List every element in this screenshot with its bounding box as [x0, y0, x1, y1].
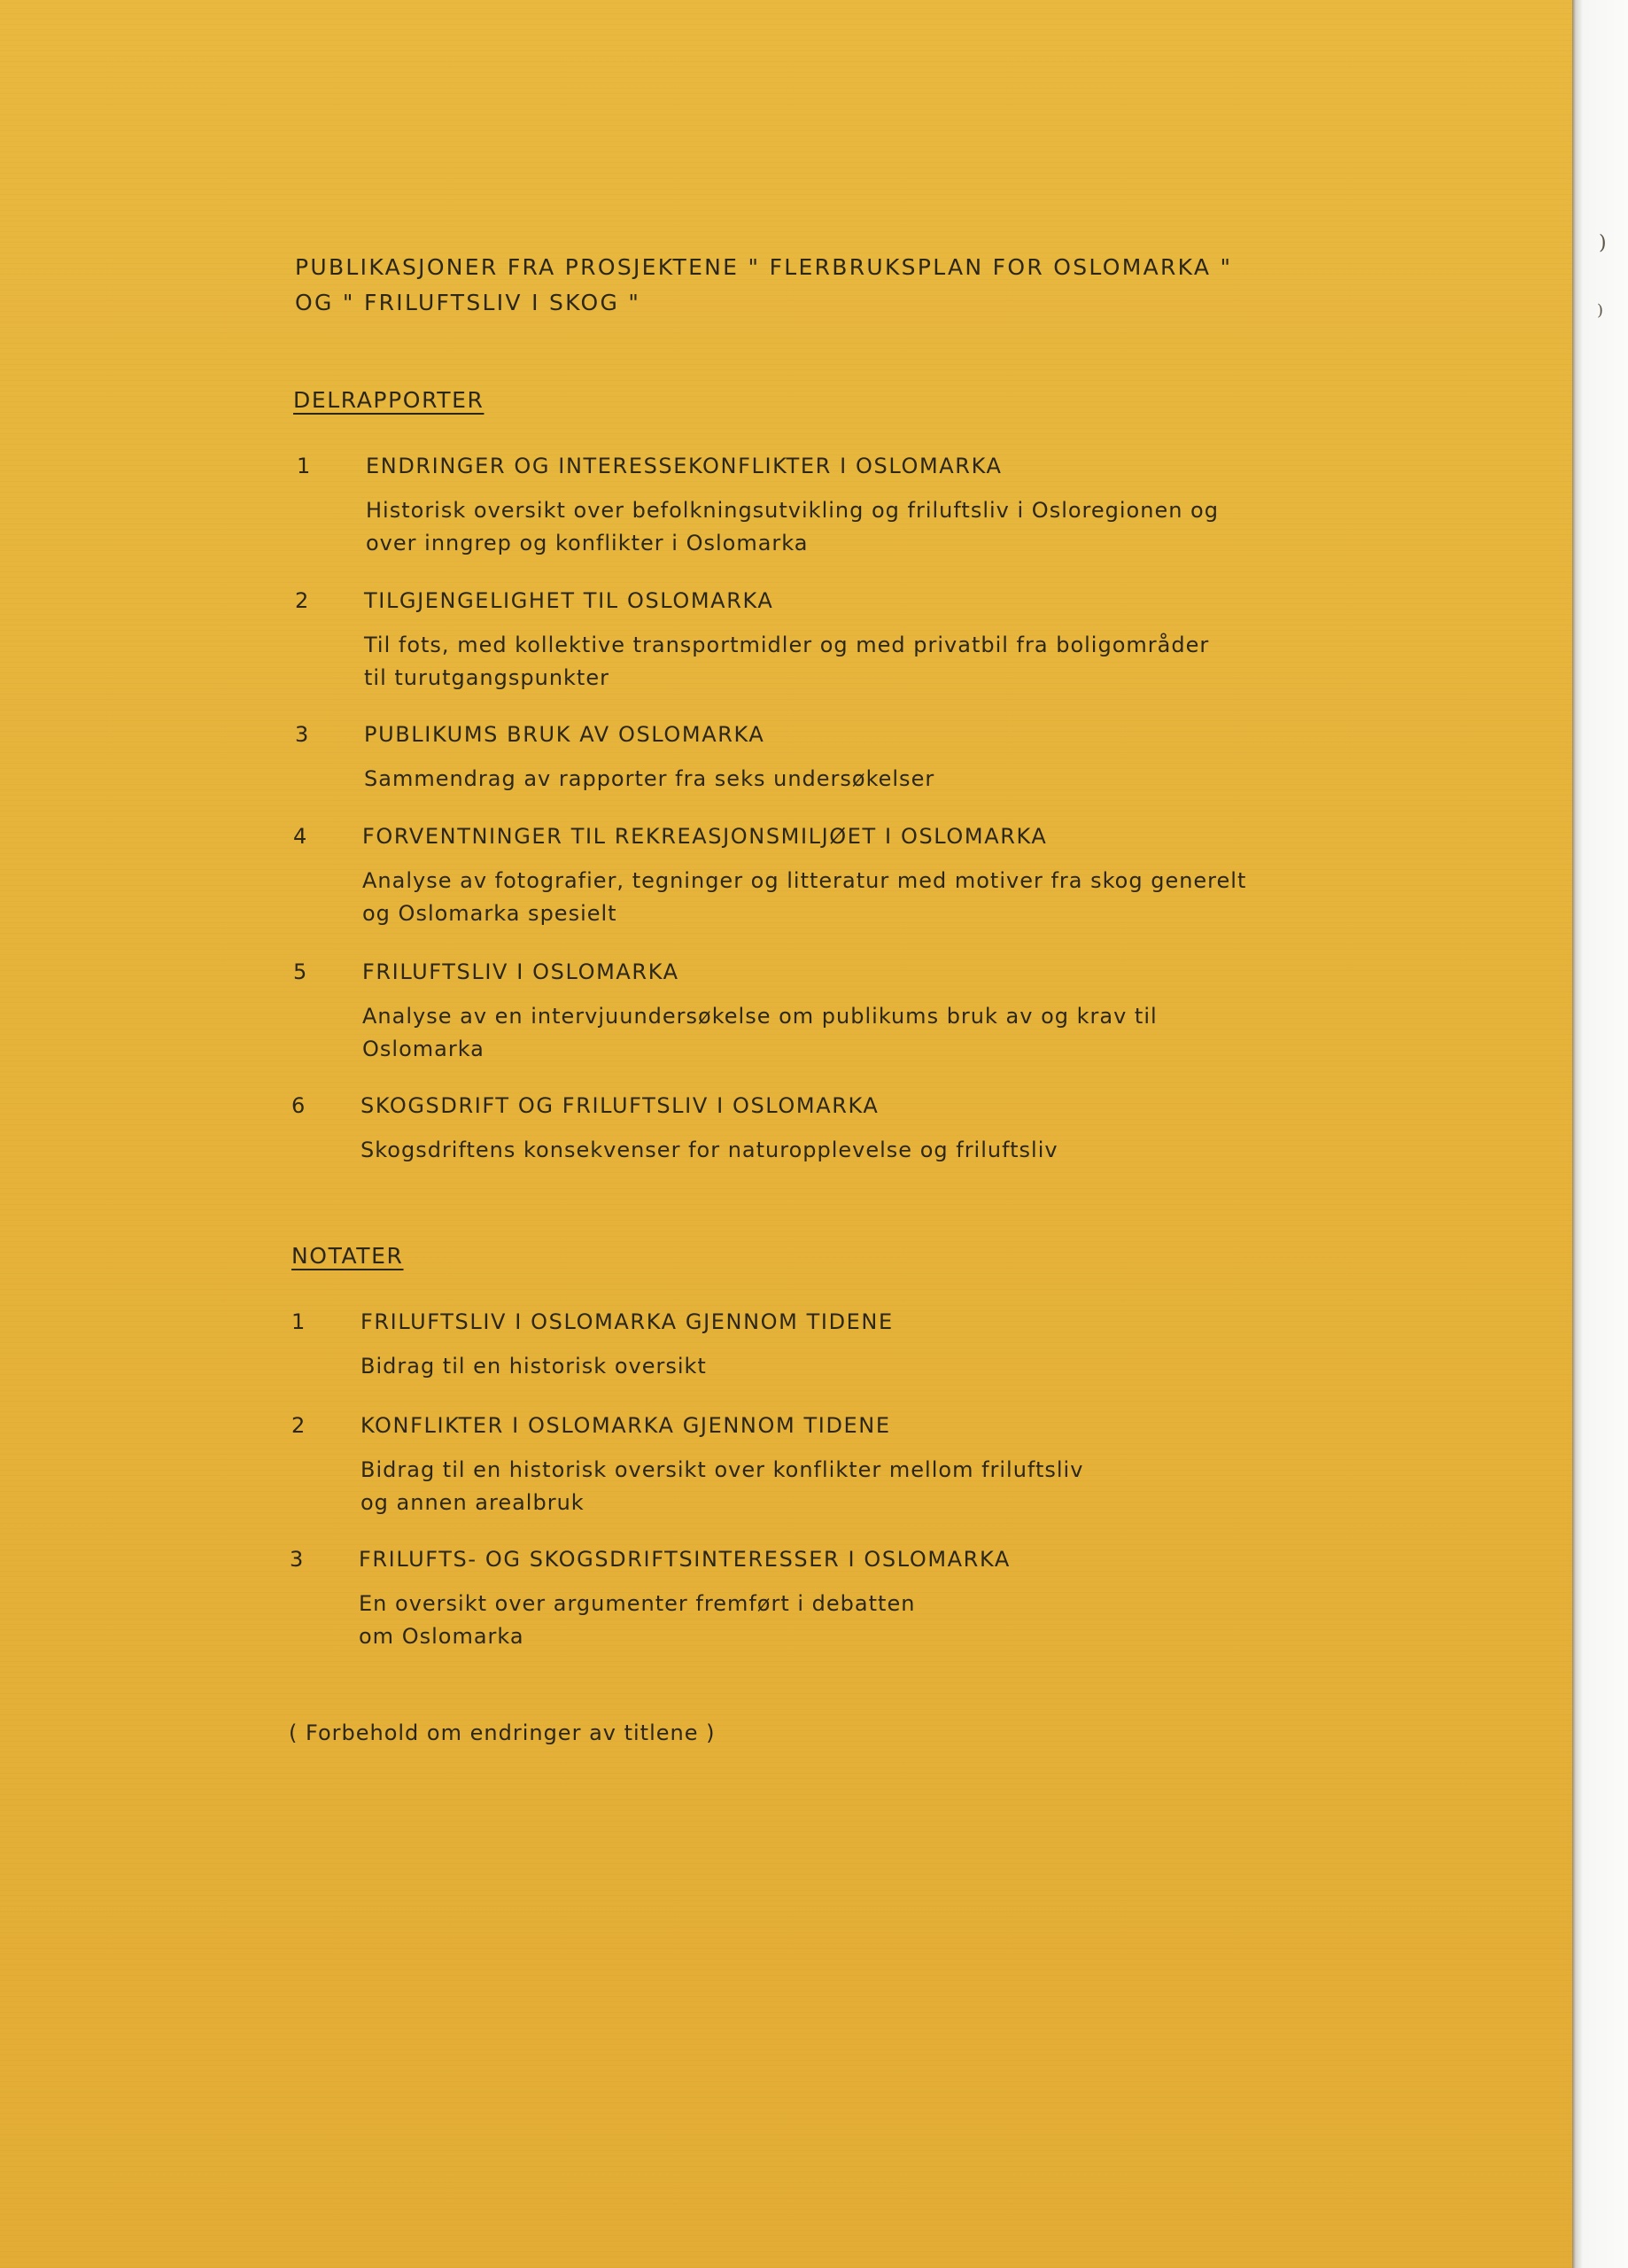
entry-title: TILGJENGELIGHET TIL OSLOMARKA: [364, 588, 774, 613]
entry-description: [364, 629, 1209, 695]
entry-description: [360, 1134, 1058, 1167]
entry-title: FORVENTNINGER TIL REKREASJONSMILJØET I OSLOMARKA: [362, 824, 1048, 849]
description-line: Sammendrag av rapporter fra seks undersøkelser: [364, 766, 935, 791]
description-line: Skogsdriftens konsekvenser for naturopplevelse og friluftsliv: [360, 1138, 1058, 1162]
heading-line-1: PUBLIKASJONER FRA PROSJEKTENE " FLERBRUKSPLAN FOR OSLOMARKA ": [295, 254, 1233, 280]
heading-line-2: OG " FRILUFTSLIV I SKOG ": [295, 290, 641, 315]
entry-description: [366, 494, 1219, 560]
entry-description: [360, 1350, 707, 1383]
description-line: Oslomarka: [362, 1037, 485, 1061]
description-line: Analyse av en intervjuundersøkelse om publikums bruk av og krav til: [362, 1004, 1158, 1029]
description-line: Historisk oversikt over befolkningsutvikling og friluftsliv i Osloregionen og: [366, 498, 1219, 523]
section-title-notater: NOTATER: [291, 1243, 404, 1269]
binding-hole-mark-icon: ): [1597, 301, 1604, 320]
entry-number: 2: [295, 588, 309, 613]
entry-title: FRILUFTSLIV I OSLOMARKA GJENNOM TIDENE: [360, 1309, 894, 1334]
description-line: Bidrag til en historisk oversikt: [360, 1354, 707, 1379]
entry-number: 4: [293, 824, 307, 849]
binding-hole-mark-icon: ): [1599, 232, 1607, 254]
entry-title: FRILUFTS- OG SKOGSDRIFTSINTERESSER I OSLOMARKA: [359, 1547, 1011, 1572]
entry-title: ENDRINGER OG INTERESSEKONFLIKTER I OSLOMARKA: [366, 454, 1003, 478]
description-line: Til fots, med kollektive transportmidler og med privatbil fra boligområder: [364, 633, 1210, 657]
entry-description: [359, 1588, 915, 1653]
entry-description: [364, 763, 934, 796]
description-line: Bidrag til en historisk oversikt over konflikter mellom friluftsliv: [360, 1457, 1084, 1482]
description-line: Analyse av fotografier, tegninger og litteratur med motiver fra skog generelt: [362, 868, 1247, 893]
description-line: og annen arealbruk: [360, 1490, 585, 1515]
description-line: til turutgangspunkter: [364, 665, 609, 690]
entry-description: [362, 1000, 1158, 1066]
entry-title: PUBLIKUMS BRUK AV OSLOMARKA: [364, 722, 765, 747]
document-heading: [295, 250, 1232, 321]
description-line: over inngrep og konflikter i Oslomarka: [366, 531, 809, 555]
description-line: En oversikt over argumenter fremført i debatten: [359, 1591, 916, 1616]
title-change-disclaimer: ( Forbehold om endringer av titlene ): [289, 1720, 716, 1745]
entry-description: [360, 1454, 1083, 1519]
entry-number: 3: [295, 722, 309, 747]
entry-title: SKOGSDRIFT OG FRILUFTSLIV I OSLOMARKA: [360, 1093, 880, 1118]
entry-number: 6: [291, 1093, 306, 1118]
entry-title: FRILUFTSLIV I OSLOMARKA: [362, 959, 679, 984]
scan-background-strip: [1572, 0, 1628, 2268]
entry-description: [362, 865, 1246, 930]
section-title-delrapporter: DELRAPPORTER: [293, 387, 485, 413]
entry-number: 1: [297, 454, 311, 478]
entry-title: KONFLIKTER I OSLOMARKA GJENNOM TIDENE: [360, 1413, 891, 1438]
description-line: og Oslomarka spesielt: [362, 901, 617, 926]
entry-number: 1: [291, 1309, 306, 1334]
entry-number: 3: [290, 1547, 304, 1572]
entry-number: 5: [293, 959, 307, 984]
description-line: om Oslomarka: [359, 1624, 524, 1649]
entry-number: 2: [291, 1413, 306, 1438]
